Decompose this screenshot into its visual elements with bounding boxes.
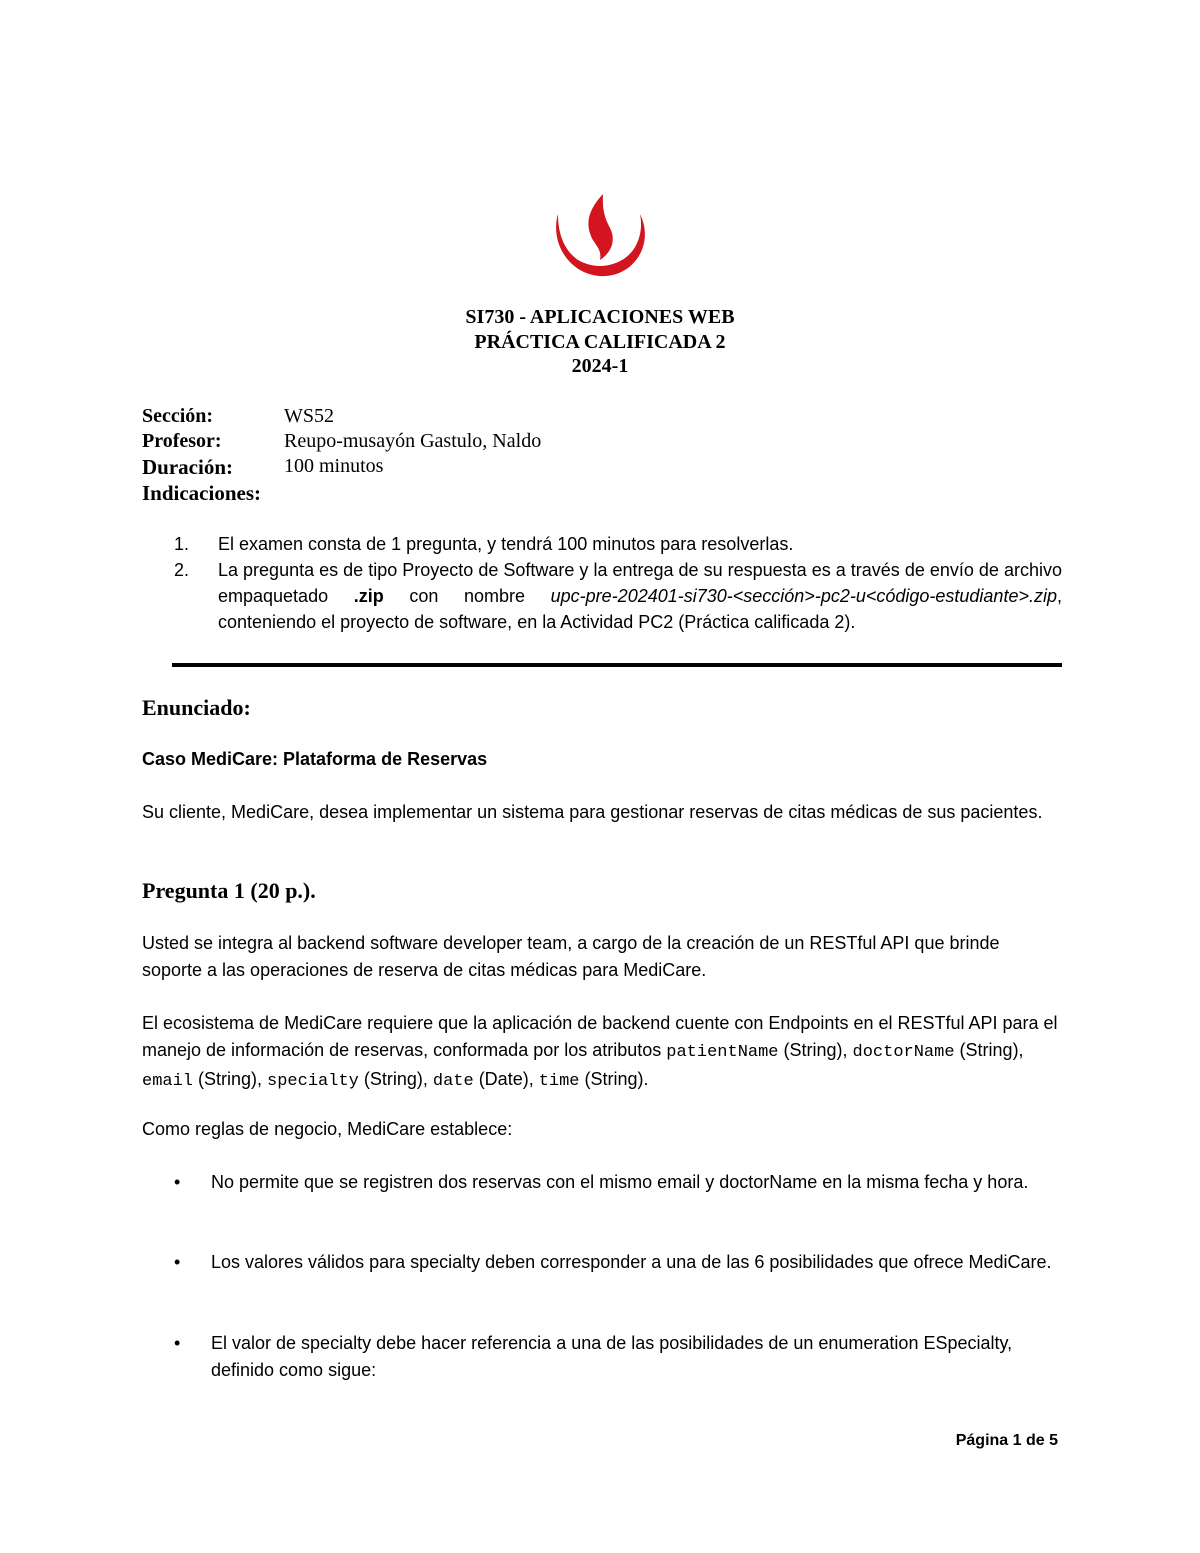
list-number: 1.	[174, 534, 190, 554]
upc-logo-icon	[552, 194, 648, 280]
attribute-type: (String),	[193, 1069, 268, 1089]
page-number: Página 1 de 5	[955, 1432, 1058, 1449]
instructions-label: Indicaciones:	[142, 481, 262, 505]
attribute-name: patientName	[666, 1043, 779, 1062]
rule-text: El valor de specialty debe hacer referencia a una de las posibilidades de un enumeration ESpecialty, definido como sigue:	[211, 1333, 1013, 1380]
professor-value: Reupo-musayón Gastulo, Naldo	[284, 430, 542, 452]
section-label: Sección:	[142, 405, 214, 427]
rule-item	[142, 1330, 1062, 1384]
attribute-type: (String),	[358, 1069, 433, 1089]
attribute-name: email	[142, 1072, 194, 1091]
attribute-name: time	[538, 1072, 580, 1091]
case-title: Caso MediCare: Plataforma de Reservas	[142, 749, 488, 769]
list-text: con nombre	[383, 586, 551, 606]
rule-item	[142, 1169, 1062, 1223]
term-title: 2024-1	[571, 355, 629, 377]
question-heading: Pregunta 1 (20 p.).	[142, 878, 316, 903]
attribute-type: (String).	[579, 1069, 649, 1089]
exam-title: PRÁCTICA CALIFICADA 2	[474, 331, 726, 353]
attribute-type: (Date),	[473, 1069, 539, 1089]
bullet-icon: •	[174, 1252, 181, 1272]
duration-value: 100 minutos	[284, 455, 384, 477]
list-text: , conteniendo el proyecto de software, en la Actividad PC2 (Práctica calificada 2).	[218, 586, 1062, 632]
statement-heading: Enunciado:	[142, 695, 251, 720]
question-paragraph-1: Usted se integra al backend software developer team, a cargo de la creación de un RESTful API que brinde soporte a las operaciones de reserva de citas médicas para MediCare.	[142, 933, 1000, 980]
zip-extension: .zip	[353, 586, 384, 606]
bullet-icon: •	[174, 1172, 181, 1192]
section-value: WS52	[284, 405, 334, 427]
statement-intro: Su cliente, MediCare, desea implementar un sistema para gestionar reservas de citas médicas de sus pacientes.	[142, 802, 1043, 822]
question-paragraph-2	[142, 1010, 1062, 1095]
rule-item	[142, 1249, 1062, 1303]
bullet-icon: •	[174, 1333, 181, 1353]
list-number: 2.	[174, 560, 190, 580]
rules-intro: Como reglas de negocio, MediCare establece:	[142, 1119, 513, 1139]
duration-label: Duración:	[142, 455, 233, 479]
professor-label: Profesor:	[142, 430, 222, 452]
list-item	[142, 557, 1062, 635]
attribute-type: (String),	[778, 1040, 853, 1060]
file-name-pattern: upc-pre-202401-si730-<sección>-pc2-u<código-estudiante>.zip	[550, 586, 1057, 606]
attribute-type: (String),	[954, 1040, 1024, 1060]
list-text: La pregunta es de tipo Proyecto de Software y la entrega de su respuesta es a través de envío de archivo empaquetado	[218, 560, 1062, 606]
attribute-name: specialty	[267, 1072, 359, 1091]
attribute-name: date	[432, 1072, 474, 1091]
attribute-name: doctorName	[852, 1043, 955, 1062]
rule-text: Los valores válidos para specialty deben corresponder a una de las 6 posibilidades que ofrece MediCare.	[211, 1252, 1052, 1272]
rule-text: No permite que se registren dos reservas con el mismo email y doctorName en la misma fecha y hora.	[211, 1172, 1029, 1192]
list-item	[142, 531, 1062, 557]
course-title: SI730 - APLICACIONES WEB	[465, 306, 735, 328]
divider	[172, 663, 1062, 667]
paragraph-text: El ecosistema de MediCare requiere que la aplicación de backend cuente con Endpoints en el RESTful API para el manejo de información de reservas, conformada por los atributos	[142, 1013, 1058, 1060]
list-text: El examen consta de 1 pregunta, y tendrá 100 minutos para resolverlas.	[218, 534, 794, 554]
instructions-list	[142, 531, 1062, 635]
